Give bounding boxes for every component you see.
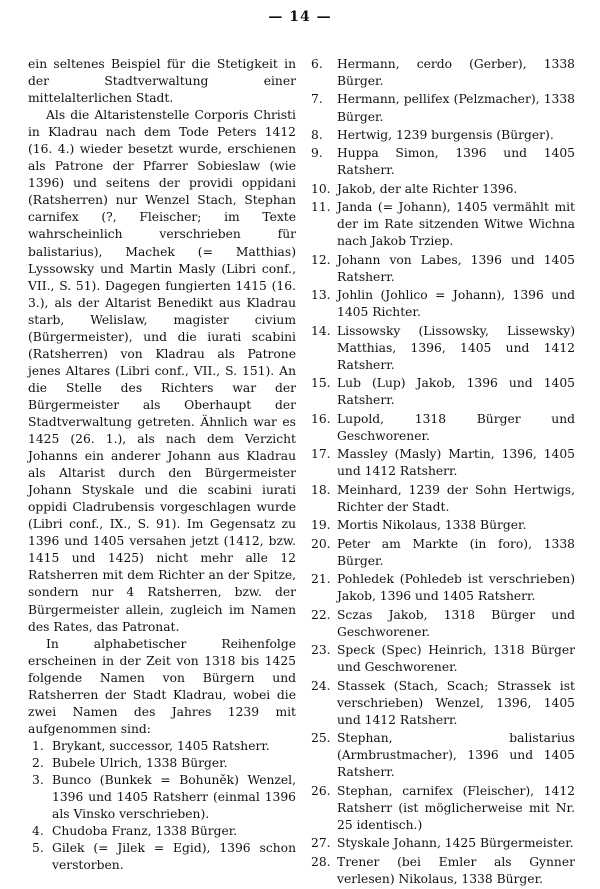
right-column [311,56,575,889]
list-item [311,854,575,888]
item-text: Hermann, cerdo (Gerber), 1338 Bürger. [337,57,575,89]
item-number: 11. [311,200,331,215]
item-text: Bunco (Bunkek = Bohuněk) Wenzel, 1396 und 1405 Ratsherr (einmal 1396 als Vinsko verschrieben). [52,772,296,822]
item-number: 17. [311,447,331,462]
item-number: 20. [311,536,331,551]
item-text: Hertwig, 1239 burgensis (Bürger). [337,127,554,142]
list-item [32,755,296,772]
item-number: 4. [32,824,44,839]
list-item [311,56,575,90]
item-number: 13. [311,288,331,303]
list-item [311,199,575,250]
item-text: Gilek (= Jilek = Egid), 1396 schon verstorben. [52,841,296,873]
item-text: Pohledek (Pohledeb ist verschrieben) Jakob, 1396 und 1405 Ratsherr. [337,572,575,604]
item-number: 8. [311,127,323,142]
body-paragraph: Als die Altaristenstelle Corporis Christi in Kladrau nach dem Tode Peters 1412 (16. 4.) wieder besetzt wurde, erschienen als Patrone der Pfarrer Sobieslaw (wie 1396) und seitens der providi oppidani (Ratsherren) nur Wenzel Stach, Stephan carnifex (?, Fleischer; im Texte wahrscheinlich verschrieben für balistarius), Machek (= Matthias) Lyssowsky und Martin Masly (Libri conf., VII., S. 51). Dagegen fungierten 1415 (16. 3.), als der Altarist Benedikt aus Kladrau starb, Welislaw, magister civium (Bürgermeister), und die iurati scabini (Ratsherren) von Kladrau als Patrone jenes Altares (Libri conf., VII., S. 151). An die Stelle des Richters war der Bürgermeister als Oberhaupt der Stadtverwaltung getreten. Ähnlich war es 1425 (26. 1.), als nach dem Verzicht Johanns ein anderer Johann aus Kladrau als Altarist durch den Bürgermeister Johann Styskale und die scabini iurati oppidi Cladrubensis vorgeschlagen wurde (Libri conf., IX., S. 91). Im Gegensatz zu 1396 und 1405 versahen jetzt (1412, bzw. 1415 und 1425) nicht mehr alle 12 Ratsherren mit dem Richter an der Spitze, sondern nur 4 Ratsherren, bzw. der Bürgermeister allein, zugleich im Namen des Rates, das Patronat. [28,108,296,634]
item-text: Johlin (Johlico = Johann), 1396 und 1405 Richter. [337,288,575,320]
list-item [311,411,575,445]
item-number: 27. [311,836,331,851]
item-text: Huppa Simon, 1396 und 1405 Ratsherr. [337,146,575,178]
item-text: Stephan, balistarius (Armbrustmacher), 1396 und 1405 Ratsherr. [337,731,575,780]
list-item [311,571,575,605]
item-number: 9. [311,146,323,161]
item-text: Stephan, carnifex (Fleischer), 1412 Ratsherr (ist möglicherweise mit Nr. 25 identisch.) [337,783,575,832]
list-item [311,678,575,729]
item-number: 21. [311,572,331,587]
item-number: 24. [311,678,331,693]
item-number: 7. [311,92,323,107]
list-item [311,536,575,570]
item-text: Trener (bei Emler als Gynner verlesen) Nikolaus, 1338 Bürger. [337,854,575,886]
left-column [28,56,296,874]
item-number: 15. [311,376,331,391]
item-text: Massley (Masly) Martin, 1396, 1405 und 1412 Ratsherr. [337,447,575,479]
item-text: Janda (= Johann), 1405 vermählt mit der im Rate sitzenden Witwe Wichna nach Jakob Trziep. [337,200,575,249]
item-text: Lub (Lup) Jakob, 1396 und 1405 Ratsherr. [337,376,575,408]
item-number: 18. [311,482,331,497]
item-number: 25. [311,731,331,746]
item-number: 22. [311,607,331,622]
list-item [311,783,575,834]
item-number: 23. [311,643,331,658]
list-item [32,772,296,823]
list-item [311,375,575,409]
item-text: Hermann, pellifex (Pelzmacher), 1338 Bürger. [337,92,575,124]
item-text: Meinhard, 1239 der Sohn Hertwigs, Richter der Stadt. [337,482,575,514]
item-number: 1. [32,738,44,753]
name-list-right [311,56,575,888]
item-number: 3. [32,772,44,787]
item-text: Sczas Jakob, 1318 Bürger und Geschworener. [337,607,575,639]
list-item [32,823,296,840]
item-text: Speck (Spec) Heinrich, 1318 Bürger und Geschworener. [337,643,575,675]
list-item [311,91,575,125]
item-number: 2. [32,755,44,770]
item-text: Mortis Nikolaus, 1338 Bürger. [337,518,527,533]
list-item [311,252,575,286]
item-number: 6. [311,57,323,71]
item-text: Styskale Johann, 1425 Bürgermeister. [337,836,574,851]
item-text: Lupold, 1318 Bürger und Geschworener. [337,411,575,443]
item-text: Johann von Labes, 1396 und 1405 Ratsherr. [337,252,575,284]
list-intro-paragraph: In alphabetischer Reihenfolge erscheinen in der Zeit von 1318 bis 1425 folgende Namen von Bürgern und Ratsherren der Stadt Kladrau, wobei die zwei Namen des Jahres 1239 mit aufgenommen sind: [28,636,296,736]
item-number: 28. [311,854,331,869]
item-number: 26. [311,783,331,798]
item-text: Jakob, der alte Richter 1396. [337,181,518,196]
list-item [311,730,575,781]
list-item [311,145,575,179]
item-text: Brykant, successor, 1405 Ratsherr. [52,738,270,753]
list-item [311,287,575,321]
list-item [311,517,575,534]
page-number: — 14 — [268,9,332,25]
list-item [311,127,575,144]
item-number: 5. [32,841,44,856]
item-number: 14. [311,323,331,338]
item-text: Lissowsky (Lissowsky, Lissewsky) Matthias, 1396, 1405 und 1412 Ratsherr. [337,323,575,372]
item-text: Peter am Markte (in foro), 1338 Bürger. [337,536,575,568]
item-number: 16. [311,411,331,426]
list-item [311,607,575,641]
item-text: Bubele Ulrich, 1338 Bürger. [52,755,228,770]
list-item [311,181,575,198]
list-item [311,446,575,480]
list-item [311,642,575,676]
list-item [311,323,575,374]
item-number: 12. [311,252,331,267]
name-list-left [32,738,296,874]
item-number: 19. [311,518,331,533]
list-item [32,840,296,874]
item-text: Chudoba Franz, 1338 Bürger. [52,824,238,839]
list-item [311,835,575,852]
item-number: 10. [311,181,331,196]
intro-paragraph: ein seltenes Beispiel für die Stetigkeit in der Stadtverwaltung einer mittelalterlichen Stadt. [28,57,296,106]
list-item [311,482,575,516]
list-item [32,738,296,755]
item-text: Stassek (Stach, Scach; Strassek ist verschrieben) Wenzel, 1396, 1405 und 1412 Ratsherr. [337,678,575,727]
